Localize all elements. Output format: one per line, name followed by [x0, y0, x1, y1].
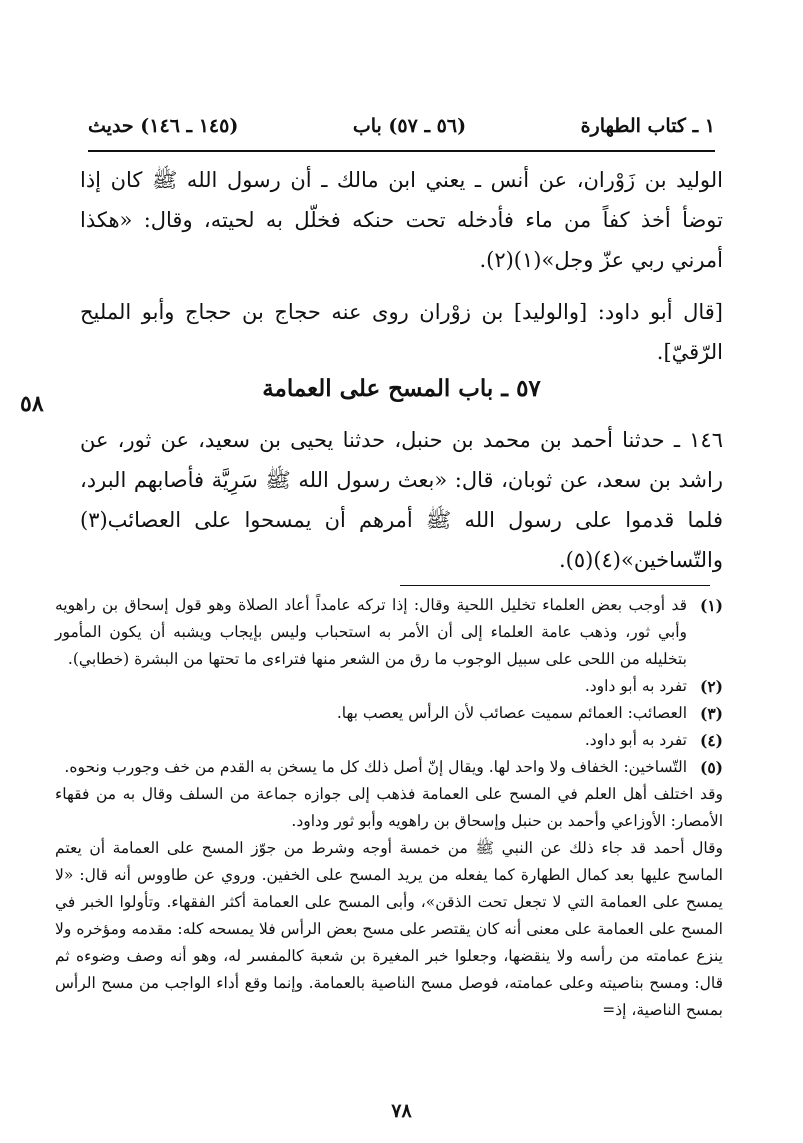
footnote — [55, 592, 723, 673]
footnote-continuation: وقال أحمد قد جاء ذلك عن النبي ﷺ من خمسة أوجه وشرط من جوّز المسح على العمامة أن يعتم الماسح عليها بعد كمال الطهارة كما يفعله من يريد المسح على الخفين. وروي عن طاووس أنه قال: «لا يمسح على العمامة التي لا تجعل تحت الذقن»، وأبى المسح على العمامة أكثر الفقهاء. وتأولوا الخبر في المسح على العمامة على معنى أنه كان يقتصر على مسح بعض الرأس فلا يمسحه كله: مقدمه ومؤخره ولا ينزع عمامته من رأسه ولا ينقضها، وجعلوا خبر المغيرة بن شعبة كالمفسر له، وهو أنه وصف وضوءه ثم قال: ومسح بناصيته وعلى عمامته، فوصل مسح الناصية بالعمامة. وإنما وقع أداء الواجب من مسح الرأس بمسح الناصية، إذ= — [55, 839, 723, 1019]
footnote-rule — [400, 585, 710, 586]
footnote-number: (٣) — [699, 704, 723, 723]
footnote-text: التّساخين: الخفاف ولا واحد لها. ويقال إنّ أصل ذلك كل ما يسخن به القدم من خف وجورب ونحوه. — [64, 758, 687, 776]
header-chapter-range: (٥٦ ـ ٥٧) باب — [352, 115, 467, 137]
footnote — [55, 727, 723, 754]
header-rule — [88, 150, 715, 152]
main-paragraph: [قال أبو داود: [والوليد] بن زوْران روى عنه حجاج بن حجاج وأبو المليح الرّقيّ]. — [80, 300, 723, 364]
main-paragraph: الوليد بن زَوْران، عن أنس ـ يعني ابن مالك ـ أن رسول الله ﷺ كان إذا توضأ أخذ كفاً من ماء فأدخله تحت حنكه فخلّل به لحيته، وقال: «هكذا أمرني ربي عزّ وجل»(١)(٢). — [80, 168, 723, 272]
footnote-text: العصائب: العمائم سميت عصائب لأن الرأس يعصب بها. — [336, 704, 687, 722]
hadith-paragraph: ١٤٦ ـ حدثنا أحمد بن محمد بن حنبل، حدثنا يحيى بن سعيد، عن ثور، عن راشد بن سعد، عن ثوبان، قال: «بعث رسول الله ﷺ سَرِيَّة فأصابهم البرد، فلما قدموا على رسول الله ﷺ أمرهم أن يمسحوا على العصائب(٣) والتّساخين»(٤)(٥). — [80, 428, 724, 572]
footnote-number: (٥) — [699, 758, 723, 777]
page-number: ٧٨ — [391, 1100, 412, 1122]
footnote-number: (٢) — [699, 677, 723, 696]
running-header — [88, 100, 715, 136]
footnote-number: (١) — [699, 596, 723, 615]
footnotes — [55, 592, 723, 1024]
footnote — [55, 754, 723, 781]
header-hadith-range: (١٤٥ ـ ١٤٦) حديث — [88, 115, 239, 137]
chapter-heading: ٥٧ ـ باب المسح على العمامة — [262, 375, 541, 402]
main-text — [80, 160, 723, 372]
footnote-continuation: وقد اختلف أهل العلم في المسح على العمامة فذهب إلى جوازه جماعة من السلف وقال به من فقهاء الأمصار: الأوزاعي وأحمد بن حنبل وإسحاق بن راهويه وأبو ثور وداود. — [55, 785, 723, 830]
hadith-text — [80, 420, 723, 580]
footnote-text: تفرد به أبو داود. — [584, 677, 687, 695]
footnote — [55, 700, 723, 727]
footnote — [55, 673, 723, 700]
footnote-number: (٤) — [699, 731, 723, 750]
header-book-title: ١ ـ كتاب الطهارة — [580, 115, 715, 137]
margin-number: ٥٨ — [20, 391, 44, 417]
footnote-text: تفرد به أبو داود. — [584, 731, 687, 749]
footnote-text: قد أوجب بعض العلماء تخليل اللحية وقال: إذا تركه عامداً أعاد الصلاة وهو قول إسحاق بن راهويه وأبي ثور، وذهب عامة العلماء إلى أن الأمر به استحباب وليس بإيجاب ويشبه أن يكون المأمور بتخليله من اللحى على سبيل الوجوب ما رق من الشعر منها فتراءى ما تحتها من البشرة (خطابي). — [55, 596, 687, 668]
